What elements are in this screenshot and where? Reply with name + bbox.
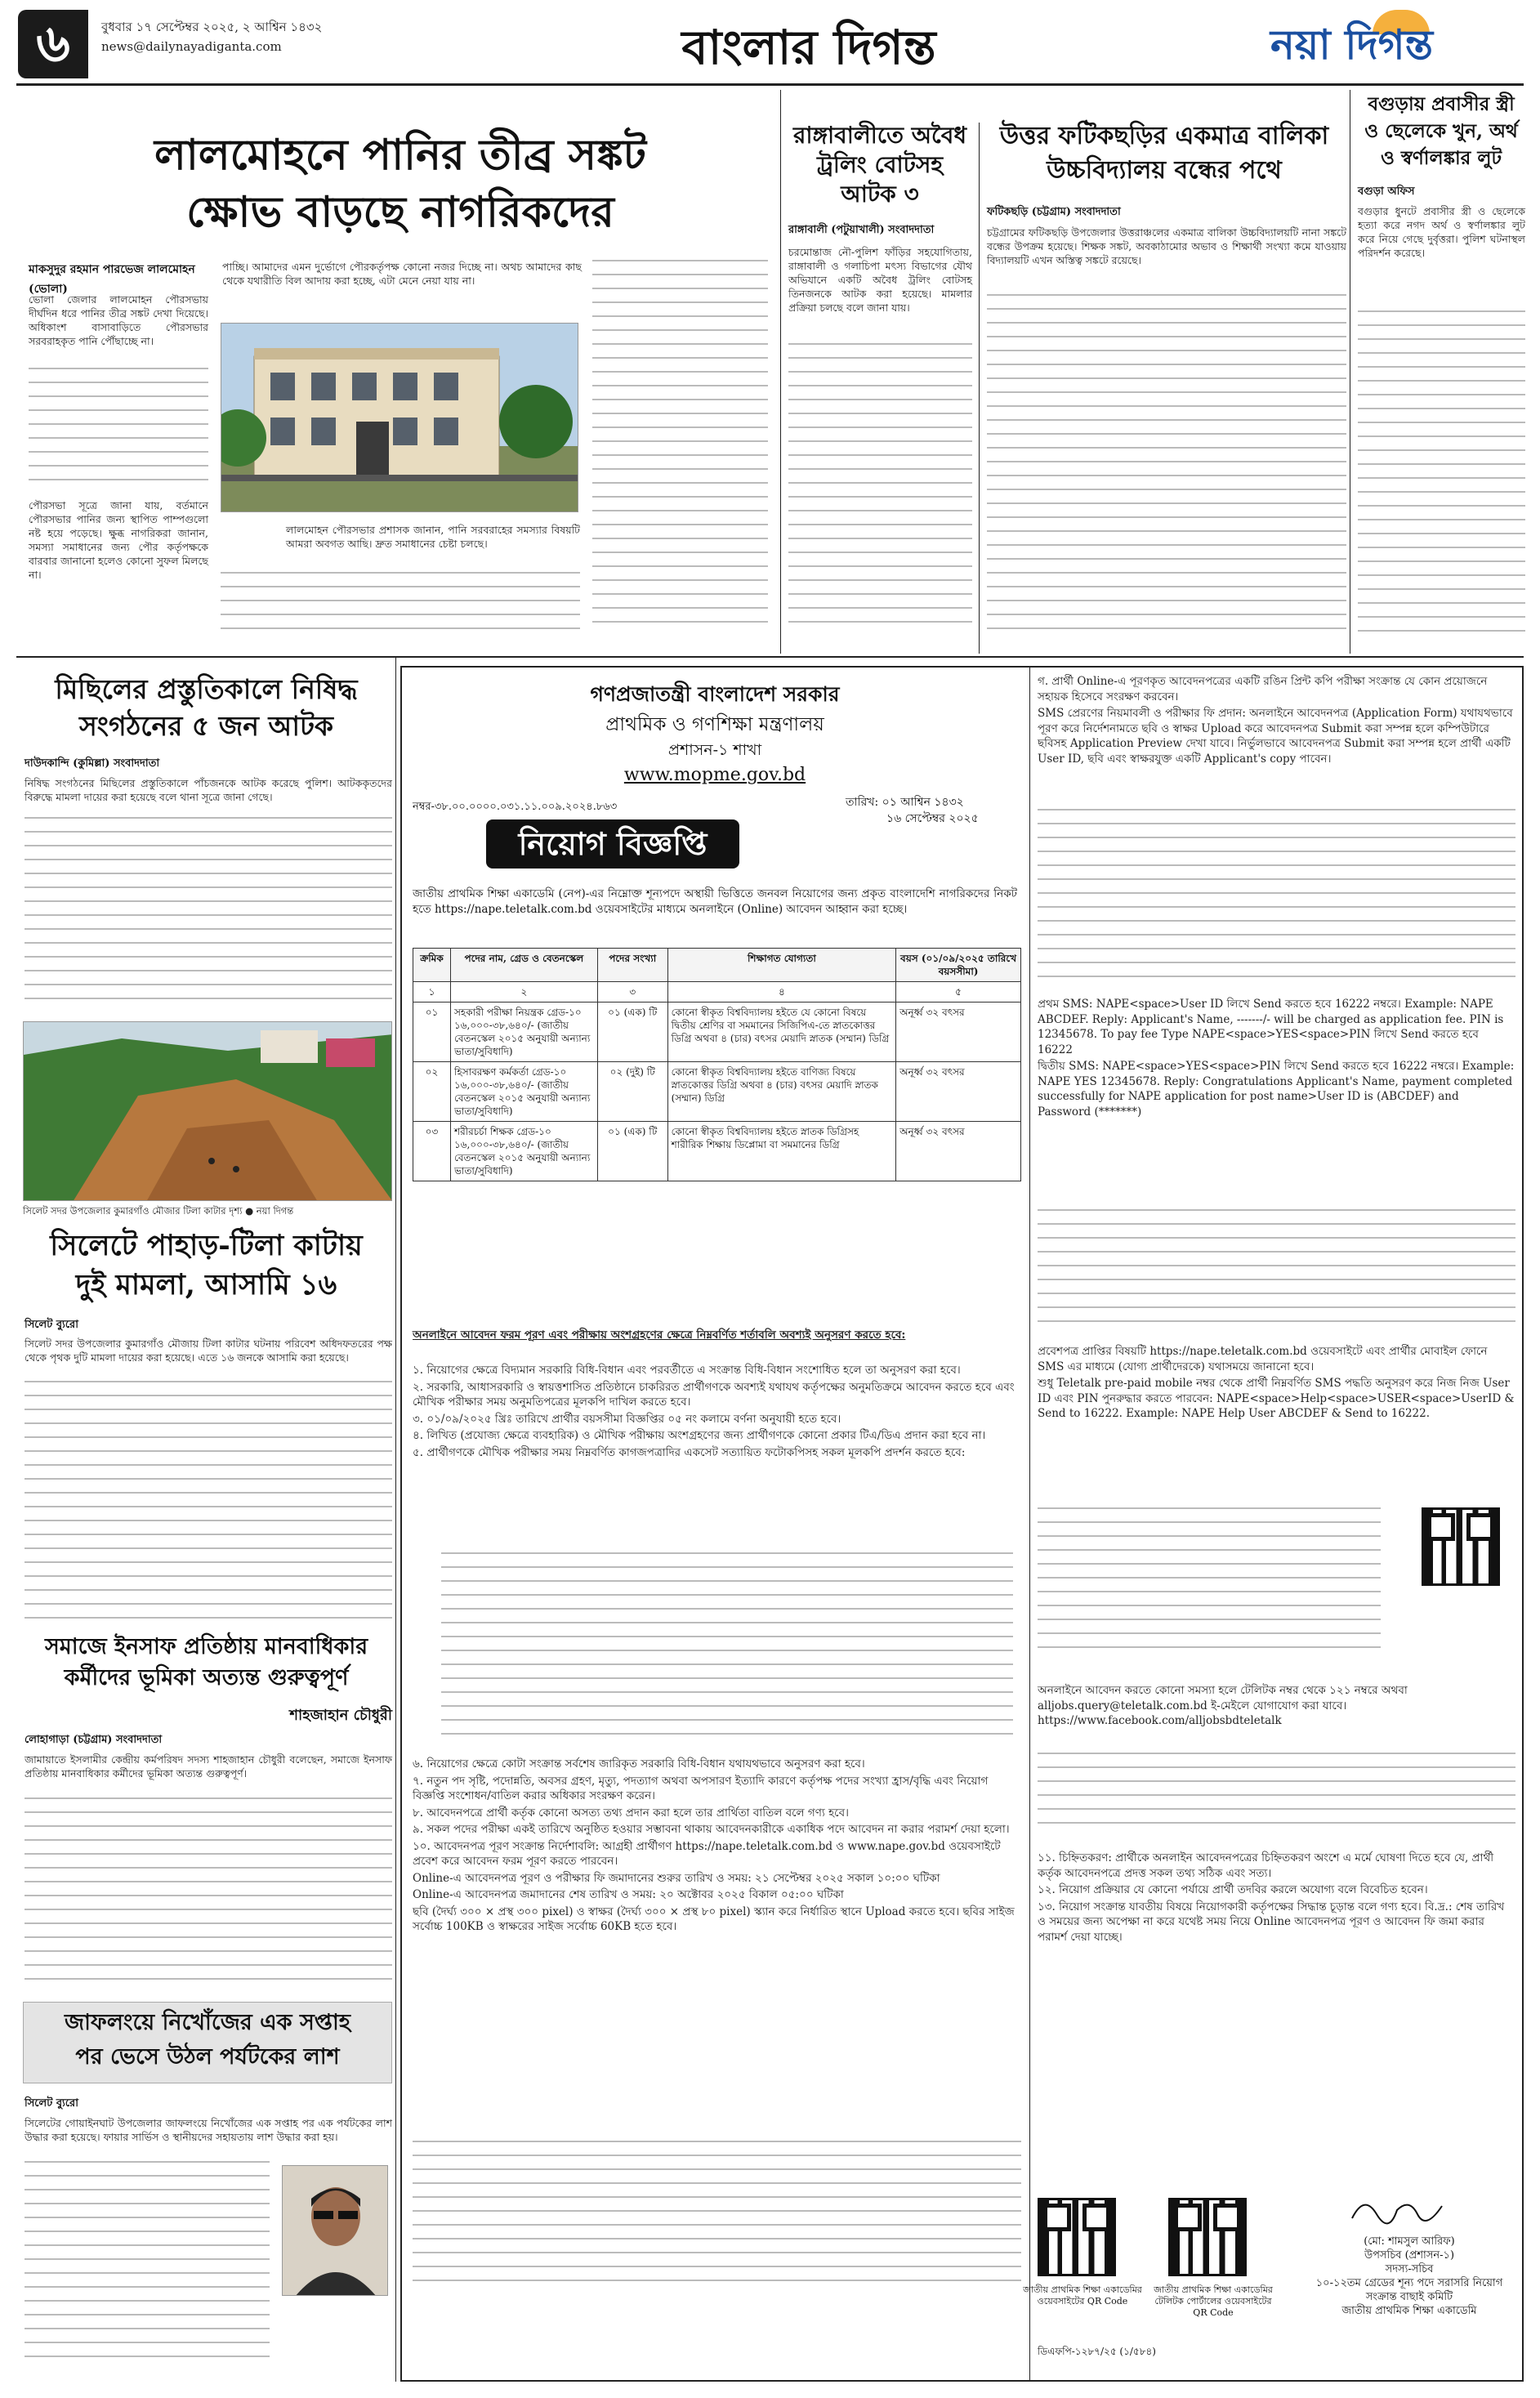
sylhet-hill-byline: সিলেট ব্যুরো xyxy=(25,1319,78,1331)
victim-photo xyxy=(282,2165,388,2296)
right-text-lines-3 xyxy=(1038,1507,1381,1671)
row-qualification: কোনো স্বীকৃত বিশ্ববিদ্যালয় হইতে স্নাতক ডিগ্রিসহ শারীরিক শিক্ষায় ডিপ্লোমা বা সমমানের ডিগ্রি xyxy=(667,1122,895,1181)
sylhet-hill-headline-1: সিলেটে পাহাড়-টিলা কাটায় xyxy=(50,1229,363,1262)
table-row xyxy=(413,1003,1021,1062)
condition-7: ৭. নতুন পদ সৃষ্টি, পদোন্নতি, অবসর গ্রহণ, মৃত্যু, পদত্যাগ অথবা অপসারণ ইত্যাদি কারণে কর্তৃপক্ষ পদের সংখ্যা হ্রাস/বৃদ্ধি এবং নিয়োগ বিজ্ঞপ্তি সংশোধন/বাতিল করার অধিকার সংরক্ষণ করেন। xyxy=(413,1774,989,1802)
qr-2-caption: জাতীয় প্রাথমিক শিক্ষা একাডেমির টেলিটক পোর্টালের ওয়েবসাইটের QR Code xyxy=(1154,2284,1273,2318)
lalmohan-headline-2: ক্ষোভ বাড়ছে নাগরিকদের xyxy=(186,187,614,237)
signatory-title: উপসচিব (প্রশাসন-১) xyxy=(1364,2249,1455,2262)
instruction-help: অনলাইনে আবেদন করতে কোনো সমস্যা হলে টেলিটক নম্বর থেকে ১২১ নম্বরে অথবা alljobs.query@teletalk.com.bd ই-মেইলে যোগাযোগ করা যাবে। https://www.facebook.com/alljobsbdteletalk xyxy=(1038,1684,1408,1727)
fatikchhari-lines xyxy=(987,294,1346,645)
right-text-lines xyxy=(1038,809,1515,993)
instruction-fee: প্রথম SMS: NAPE<space>User ID লিখে Send করতে হবে 16222 নম্বরে। Example: NAPE ABCDEF. Reply: Applicant's Name, -------/- will be charged as application fee. PIN is 12345678. To pay fee Type NAPE<space>YES<space>PIN লিখে Send করতে হবে 16222 xyxy=(1038,998,1504,1056)
hill-cutting-image xyxy=(24,1022,392,1201)
michil-body: নিষিদ্ধ সংগঠনের মিছিলের প্রস্তুতিকালে পাঁচজনকে আটক করেছে পুলিশ। আটককৃতদের বিরুদ্ধে মামলা দায়ের করা হয়েছে বলে থানা সূত্রে জানা গেছে। xyxy=(25,777,392,803)
online-end: Online-এ আবেদনপত্র জমাদানের শেষ তারিখ ও সময়: ২০ অক্টোবর ২০২৫ বিকাল ০৫:০০ ঘটিকা xyxy=(413,1888,844,1901)
notice-column-rule xyxy=(1029,666,1030,2382)
date-line: বুধবার ১৭ সেপ্টেম্বর ২০২৫, ২ আশ্বিন ১৪৩২ xyxy=(101,20,323,34)
teletalk-qr-icon[interactable] xyxy=(1422,1507,1500,1586)
michil-headline-2: সংগঠনের ৫ জন আটক xyxy=(78,710,334,742)
col-serial: ক্রমিক xyxy=(413,949,451,982)
municipality-building-image xyxy=(221,324,578,512)
row-age: অনূর্ধ্ব ৩২ বৎসর xyxy=(896,1062,1021,1122)
email-link[interactable]: news@dailynayadiganta.com xyxy=(101,39,282,54)
notice-gov: গণপ্রজাতন্ত্রী বাংলাদেশ সরকার xyxy=(590,682,840,706)
row-post: হিসাবরক্ষণ কর্মকর্তা গ্রেড-১০ ১৬,০০০-৩৮,৬৪০/- (জাতীয় বেতনস্কেল ২০১৫ অনুযায়ী অন্যান্য ভাতা/সুবিধাদি) xyxy=(450,1062,597,1122)
michil-headline-1: মিছিলের প্রস্তুতিকালে নিষিদ্ধ xyxy=(55,673,358,705)
row-qualification: কোনো স্বীকৃত বিশ্ববিদ্যালয় হইতে যে কোনো বিষয়ে দ্বিতীয় শ্রেণির বা সমমানের সিজিপিএ-তে স্নাতকোত্তর ডিগ্রি অথবা ৪ (চার) বৎসর মেয়াদি স্নাতক (সম্মান) ডিগ্রি xyxy=(667,1003,895,1062)
index-cell: ৫ xyxy=(896,982,1021,1003)
col-age: বয়স (০১/০৯/২০২৫ তারিখে বয়সসীমা) xyxy=(896,949,1021,982)
online-start: Online-এ আবেদনপত্র পূরণ ও পরীক্ষার ফি জমাদানের শুরুর তারিখ ও সময়: ২১ সেপ্টেম্বর ২০২৫ সকাল ১০:০০ ঘটিকা xyxy=(413,1871,940,1885)
lalmohan-text-lines xyxy=(29,368,208,498)
masthead-rule xyxy=(16,83,1524,86)
rangabali-headline-2: ট্রলিং বোটসহ xyxy=(816,151,944,178)
instruction-12: ১২. নিয়োগ প্রক্রিয়ার যে কোনো পর্যায়ে প্রার্থী তদবির করলে অযোগ্য বলে বিবেচিত হবেন। xyxy=(1038,1883,1428,1896)
section-title: বাংলার দিগন্ত xyxy=(681,20,936,75)
notice-date-en: ১৬ সেপ্টেম্বর ২০২৫ xyxy=(886,812,979,825)
index-cell: ১ xyxy=(413,982,451,1003)
signatory-committee: ১০-১২তম গ্রেডের শূন্য পদে সরাসরি নিয়োগ সংক্রান্ত বাছাই কমিটি xyxy=(1315,2277,1503,2303)
signatory-name: (মো: শামসুল আরিফ) xyxy=(1364,2235,1455,2248)
bagura-byline: বগুড়া অফিস xyxy=(1358,185,1415,198)
page-number: ৬ xyxy=(18,10,88,78)
condition-5: ৫. প্রার্থীগণকে মৌখিক পরীক্ষার সময় নিম্নবর্ণিত কাগজপত্রাদির একসেট সত্যায়িত ফটোকপিসহ সকল মূলকপি প্রদর্শন করতে হবে: xyxy=(413,1445,966,1459)
portrait-image xyxy=(283,2166,388,2296)
jobs-table-index xyxy=(413,982,1021,1003)
instruction-second-sms: দ্বিতীয় SMS: NAPE<space>YES<space>PIN লিখে Send করতে হবে 16222 নম্বরে। Example: NAPE YES 12345678. Reply: Congratulations Applicant's Name, payment completed successfully for NAPE application for post name>User ID is (ABCDEF) and Password (*******) xyxy=(1038,1060,1515,1119)
qr-1-caption: জাতীয় প্রাথমিক শিক্ষা একাডেমির ওয়েবসাইটের QR Code xyxy=(1023,2284,1142,2306)
condition-9: ৯. সকল পদের পরীক্ষা একই তারিখে অনুষ্ঠিত হওয়ার সম্ভাবনা থাকায় আবেদনকারীকে একাধিক পদে আবেদন না করার পরামর্শ দেয়া হলো। xyxy=(413,1823,1010,1836)
condition-2: ২. সরকারি, আধাসরকারি ও স্বায়ত্তশাসিত প্রতিষ্ঠানে চাকরিরত প্রার্থীগণকে অবশ্যই যথাযথ কর্তৃপক্ষের অনুমতিক্রমে আবেদন করতে হবে এবং মৌখিক পরীক্ষার সময় অনুমতিপত্রের মূলকপি দাখিল করতে হবে। xyxy=(413,1380,1015,1409)
instruction-g: গ. প্রার্থী Online-এ পূরণকৃত আবেদনপত্রের একটি রঙিন প্রিন্ট কপি পরীক্ষা সংক্রান্ত যে কোন প্রয়োজনে সহায়ক হিসেবে সংরক্ষণ করবেন। xyxy=(1038,675,1488,703)
notice-right-column xyxy=(1038,674,1515,768)
column-rule xyxy=(395,658,396,2382)
rangabali-byline: রাঙ্গাবালী (পটুয়াখালী) সংবাদদাতা xyxy=(788,224,935,236)
rangabali-headline-1: রাঙ্গাবালীতে অবৈধ xyxy=(792,122,967,149)
photo-spec: ছবি (দৈর্ঘ্য ৩০০ × প্রস্থ ৩০০ pixel) ও স্বাক্ষর (দৈর্ঘ্য ৩০০ × প্রস্থ ৮০ pixel) স্ক্যান করে নির্ধারিত স্থানে Upload করতে হবে। ছবির সাইজ সর্বোচ্চ 100KB ও স্বাক্ষরের সাইজ সর্বোচ্চ 60KB হতে হবে। xyxy=(413,1905,1015,1933)
human-rights-author: শাহজাহান চৌধুরী xyxy=(289,1707,392,1724)
jaflong-headline-1: জাফলংয়ে নিখোঁজের এক সপ্তাহ xyxy=(65,2010,350,2035)
human-rights-body: জামায়াতে ইসলামীর কেন্দ্রীয় কর্মপরিষদ সদস্য শাহজাহান চৌধুরী বলেছেন, সমাজে ইনসাফ প্রতিষ্ঠায় মানবাধিকার কর্মীদের ভূমিকা অত্যন্ত গুরুত্বপূর্ণ। xyxy=(25,1753,392,1780)
condition-4: ৪. লিখিত (প্রযোজ্য ক্ষেত্রে ব্যবহারিক) ও মৌখিক পরীক্ষায় অংশগ্রহণের জন্য প্রার্থীগণকে কোনো প্রকার টিএ/ডিএ প্রদান করা হবে না। xyxy=(413,1429,986,1442)
lalmohan-col3-lines xyxy=(221,572,580,645)
row-count: ০২ (দুই) টি xyxy=(597,1062,667,1122)
michil-byline: দাউদকান্দি (কুমিল্লা) সংবাদদাতা xyxy=(25,757,160,770)
human-rights-headline-1: সমাজে ইনসাফ প্রতিষ্ঠায় মানবাধিকার xyxy=(44,1634,368,1659)
rangabali-lines xyxy=(788,343,972,645)
jobs-table-header xyxy=(413,949,1021,982)
conditions-list-2 xyxy=(413,1757,1021,1936)
notice-ministry: প্রাথমিক ও গণশিক্ষা মন্ত্রণালয় xyxy=(605,714,824,735)
lalmohan-col3: লালমোহন পৌরসভার প্রশাসক জানান, পানি সরবরাহের সমস্যার বিষয়টি আমরা অবগত আছি। দ্রুত সমাধানের চেষ্টা চলছে। xyxy=(286,524,580,550)
fatikchhari-headline-2: উচ্চবিদ্যালয় বন্ধের পথে xyxy=(1047,156,1282,185)
bagura-body: বগুড়ার ধুনটে প্রবাসীর স্ত্রী ও ছেলেকে হত্যা করে নগদ অর্থ ও স্বর্ণালঙ্কার লুট করে নিয়ে গেছে দুর্বৃত্তরা। পুলিশ ঘটনাস্থল পরিদর্শন করেছে। xyxy=(1358,205,1525,259)
brand-logo: নয়া দিগন্ত xyxy=(1270,21,1434,69)
notice-right-column-2 xyxy=(1038,997,1515,1121)
row-age: অনূর্ধ্ব ৩২ বৎসর xyxy=(896,1003,1021,1062)
documents-list-lines xyxy=(441,1552,1013,1748)
column-rule xyxy=(979,123,980,654)
hill-photo-caption: সিলেট সদর উপজেলার কুমারগাঁও মৌজার টিলা কাটার দৃশ্য ● নয়া দিগন্ত xyxy=(23,1205,294,1217)
bagura-headline-3: ও স্বর্ণালঙ্কার লুট xyxy=(1380,147,1502,169)
notice-date-bn: তারিখ: ০১ আশ্বিন ১৪৩২ xyxy=(846,796,964,809)
lalmohan-col2: পাচ্ছি। আমাদের এমন দুর্ভোগে পৌরকর্তৃপক্ষ কোনো নজর দিচ্ছে না। অথচ আমাদের কাছ থেকে যথারীতি বিল আদায় করা হচ্ছে, এটা মেনে নেয়া যায় না। xyxy=(222,261,582,287)
condition-3: ৩. ০১/০৯/২০২৫ খ্রিঃ তারিখে প্রার্থীর বয়সসীমা বিজ্ঞপ্তির ০৫ নং কলামে বর্ণনা অনুযায়ী হতে হবে। xyxy=(413,1412,841,1426)
row-count: ০১ (এক) টি xyxy=(597,1122,667,1181)
row-age: অনূর্ধ্ব ৩২ বৎসর xyxy=(896,1122,1021,1181)
sylhet-hill-lines xyxy=(25,1381,392,1630)
row-post: শরীরচর্চা শিক্ষক গ্রেড-১০ ১৬,০০০-৩৮,৬৪০/- (জাতীয় বেতনস্কেল ২০১৫ অনুযায়ী অন্যান্য ভাতা/সুবিধাদি) xyxy=(450,1122,597,1181)
row-qualification: কোনো স্বীকৃত বিশ্ববিদ্যালয় হইতে বাণিজ্য বিষয়ে স্নাতকোত্তর ডিগ্রি অথবা ৪ (চার) বৎসর মেয়াদি স্নাতক (সম্মান) ডিগ্রি xyxy=(667,1062,895,1122)
signature-icon xyxy=(1348,2190,1446,2231)
index-cell: ৪ xyxy=(667,982,895,1003)
portal-qr-icon[interactable] xyxy=(1168,2198,1247,2276)
lalmohan-photo xyxy=(221,323,578,512)
signatory-org: জাতীয় প্রাথমিক শিক্ষা একাডেমি xyxy=(1341,2305,1477,2317)
instructions-lines xyxy=(413,2141,1021,2296)
jaflong-body: সিলেটের গোয়াইনঘাট উপজেলার জাফলংয়ে নিখোঁজের এক সপ্তাহ পর এক পর্যটকের লাশ উদ্ধার করা হয়েছে। ফায়ার সার্ভিস ও স্থানীয়দের সহায়তায় লাশ উদ্ধার করা হয়। xyxy=(25,2117,392,2143)
col-count: পদের সংখ্যা xyxy=(597,949,667,982)
human-rights-lines xyxy=(25,1797,392,1994)
human-rights-headline-2: কর্মীদের ভূমিকা অত্যন্ত গুরুত্বপূর্ণ xyxy=(64,1665,349,1690)
signatory-member: সদস্য-সচিব xyxy=(1385,2263,1434,2275)
notice-right-column-4 xyxy=(1038,1683,1515,1730)
notice-right-column-3 xyxy=(1038,1344,1515,1423)
condition-8: ৮. আবেদনপত্রে প্রার্থী কর্তৃক কোনো অসত্য তথ্য প্রদান করা হলে তার প্রার্থিতা বাতিল বলে গণ্য হবে। xyxy=(413,1806,849,1820)
instruction-lost: শুধু Teletalk pre-paid mobile নম্বর থেকে প্রার্থী নিম্নবর্ণিত SMS পদ্ধতি অনুসরণ করে নিজ নিজ User ID এবং PIN পুনরুদ্ধার করতে পারবেন: NAPE<space>Help<space>USER<space>UserID & Send to 16222. Example: NAPE Help User ABCDEF & Send to 16222. xyxy=(1038,1377,1515,1420)
index-cell: ২ xyxy=(450,982,597,1003)
row-count: ০১ (এক) টি xyxy=(597,1003,667,1062)
rangabali-headline-3: আটক ৩ xyxy=(841,181,919,208)
jaflong-headline-2: পর ভেসে উঠল পর্যটকের লাশ xyxy=(75,2044,340,2070)
row-post: সহকারী পরীক্ষা নিয়ন্ত্রক গ্রেড-১০ ১৬,০০০-৩৮,৬৪০/- (জাতীয় বেতনস্কেল ২০১৫ অনুযায়ী অন্যান্য ভাতা/সুবিধাদি) xyxy=(450,1003,597,1062)
fatikchhari-byline: ফটিকছড়ি (চট্টগ্রাম) সংবাদদাতা xyxy=(987,206,1121,218)
table-row xyxy=(413,1062,1021,1122)
lalmohan-byline: মাকসুদুর রহমান পারভেজ লালমোহন (ভোলা) xyxy=(29,263,195,296)
notice-memo: নম্বর-৩৮.০০.০০০০.০৩১.১১.০০৯.২০২৪.৮৬৩ xyxy=(413,801,618,813)
instruction-sms: SMS প্রেরণের নিয়মাবলী ও পরীক্ষার ফি প্রদান: অনলাইনে আবেদনপত্র (Application Form) যথাযথভাবে পূরণ করে নির্দেশনামতে ছবি ও স্বাক্ষর Upload করে আবেদনপত্র Submit করা সম্পন্ন হলে কম্পিউটারে ছবিসহ Application Preview দেখা যাবে। নির্ভুলভাবে আবেদনপত্র Submit করা সম্পন্ন হলে প্রার্থী একটি User ID, ছবি এবং স্বাক্ষরযুক্ত একটি Applicant's copy পাবেন। xyxy=(1038,707,1513,766)
fatikchhari-headline-1: উত্তর ফটিকছড়ির একমাত্র বালিকা xyxy=(999,122,1329,150)
conditions-list xyxy=(413,1363,1021,1462)
lalmohan-lead: ভোলা জেলার লালমোহন পৌরসভায় দীর্ঘদিন ধরে পানির তীব্র সঙ্কট দেখা দিয়েছে। অধিকাংশ বাসাবাড়িতে পৌরসভার সরবরাহকৃত পানি পৌঁছাচ্ছে না। xyxy=(29,293,208,347)
conditions-title: অনলাইনে আবেদন ফরম পূরণ এবং পরীক্ষায় অংশগ্রহণের ক্ষেত্রে নিম্নবর্ণিত শর্তাবলি অবশ্যই অনুসরণ করতে হবে: xyxy=(413,1329,906,1342)
table-row xyxy=(413,1122,1021,1181)
index-cell: ৩ xyxy=(597,982,667,1003)
notice-title: নিয়োগ বিজ্ঞপ্তি xyxy=(486,819,739,869)
notice-branch: প্রশাসন-১ শাখা xyxy=(667,741,762,759)
right-text-lines-4 xyxy=(1038,1753,1515,1847)
human-rights-byline: লোহাগাড়া (চট্টগ্রাম) সংবাদদাতা xyxy=(25,1734,163,1746)
instruction-13: ১৩. নিয়োগ সংক্রান্ত যাবতীয় বিষয়ে নিয়োগকারী কর্তৃপক্ষের সিদ্ধান্ত চূড়ান্ত বলে গণ্য হবে। বি.দ্র.: শেষ তারিখ ও সময়ের জন্য অপেক্ষা না করে যথেষ্ট সময় নিয়ে Online আবেদনপত্র পূরণ ও আবেদন ফি জমা করার পরামর্শ দেয়া যাচ্ছে। xyxy=(1038,1900,1505,1944)
col-qualification: শিক্ষাগত যোগ্যতা xyxy=(667,949,895,982)
jaflong-lines xyxy=(25,2161,270,2373)
row-number: ০১ xyxy=(413,1003,451,1062)
sylhet-hill-body: সিলেট সদর উপজেলার কুমারগাঁও মৌজায় টিলা কাটার ঘটনায় পরিবেশ অধিদফতরের পক্ষ থেকে পৃথক দুটি মামলা দায়ের করা হয়েছে। এতে ১৬ জনকে আসামি করা হয়েছে। xyxy=(25,1337,392,1364)
notice-intro: জাতীয় প্রাথমিক শিক্ষা একাডেমি (নেপ)-এর নিম্নোক্ত শূন্যপদে অস্থায়ী ভিত্তিতে জনবল নিয়োগের জন্য প্রকৃত বাংলাদেশি নাগরিকদের নিকট হতে https://nape.teletalk.com.bd ওয়েবসাইটের মাধ্যমে অনলাইনে (Online) আবেদন আহ্বান করা হচ্ছে। xyxy=(413,887,1017,916)
hill-cutting-photo xyxy=(23,1021,392,1201)
academy-qr-icon[interactable] xyxy=(1038,2198,1116,2276)
jobs-table xyxy=(413,948,1021,1181)
right-text-lines-2 xyxy=(1038,1209,1515,1340)
row-number: ০২ xyxy=(413,1062,451,1122)
dfp-number: ডিএফপি-১২৮৭/২৫ (১/৫৮৪) xyxy=(1038,2346,1156,2357)
fatikchhari-body: চট্টগ্রামের ফটিকছড়ি উপজেলার উত্তরাঞ্চলের একমাত্র বালিকা উচ্চবিদ্যালয়টি নানা সঙ্কটে বন্ধের উপক্রম হয়েছে। শিক্ষক সঙ্কট, অবকাঠামোর অভাব ও শিক্ষার্থী সংখ্যা কমে যাওয়ায় বিদ্যালয়টি এখন অস্তিত্ব সঙ্কটে রয়েছে। xyxy=(987,226,1346,266)
column-rule xyxy=(780,90,781,654)
signature-block xyxy=(1299,2235,1520,2318)
condition-6: ৬. নিয়োগের ক্ষেত্রে কোটা সংক্রান্ত সর্বশেষ জারিকৃত সরকারি বিধি-বিধান যথাযথভাবে অনুসরণ করা হবে। xyxy=(413,1757,865,1771)
michil-lines xyxy=(25,817,392,1005)
bagura-headline-1: বগুড়ায় প্রবাসীর স্ত্রী xyxy=(1368,93,1515,115)
notice-website[interactable]: www.mopme.gov.bd xyxy=(623,765,806,785)
rangabali-body: চরমোন্তাজ নৌ-পুলিশ ফাঁড়ির সহযোগিতায়, রাঙ্গাবালী ও গলাচিপা মৎস্য বিভাগের যৌথ অভিযানে একটি অবৈধ ট্রলিং বোটসহ তিনজনকে আটক করা হয়েছে। মামলার প্রক্রিয়া চলছে বলে জানা যায়। xyxy=(788,246,972,314)
notice-right-column-5 xyxy=(1038,1851,1515,1946)
lalmohan-body: পৌরসভা সূত্রে জানা যায়, বর্তমানে পৌরসভার পানির জন্য স্থাপিত পাম্পগুলো নষ্ট হয়ে পড়েছে। ক্ষুব্ধ নাগরিকরা জানান, সমস্যা সমাধানের জন্য পৌর কর্তৃপক্ষকে বারবার জানানো হলেও কোনো সুফল মিলছে না। xyxy=(29,499,208,581)
jaflong-byline: সিলেট ব্যুরো xyxy=(25,2097,78,2110)
condition-1: ১. নিয়োগের ক্ষেত্রে বিদ্যমান সরকারি বিধি-বিধান এবং পরবর্তীতে এ সংক্রান্ত বিধি-বিধান সংশোধিত হলে তা অনুসরণ করা হবে। xyxy=(413,1364,961,1377)
section-rule xyxy=(16,656,1524,658)
sylhet-hill-headline-2: দুই মামলা, আসামি ১৬ xyxy=(75,1268,337,1302)
col-post: পদের নাম, গ্রেড ও বেতনস্কেল xyxy=(450,949,597,982)
instruction-11: ১১. চিহ্নিতকরণ: প্রার্থীকে অনলাইন আবেদনপত্রের চিহ্নিতকরণ অংশে এ মর্মে ঘোষণা দিতে হবে যে, প্রার্থী কর্তৃক আবেদনপত্রে প্রদত্ত সকল তথ্য সঠিক এবং সত্য। xyxy=(1038,1851,1494,1880)
condition-10: ১০. আবেদনপত্র পূরণ সংক্রান্ত নির্দেশাবলি: আগ্রহী প্রার্থীগণ https://nape.teletalk.com.bd ও www.nape.gov.bd ওয়েবসাইটে প্রবেশ করে আবেদন ফরম পূরণ করতে পারবেন। xyxy=(413,1839,1001,1868)
bagura-headline-2: ও ছেলেকে খুন, অর্থ xyxy=(1364,120,1518,142)
bagura-lines xyxy=(1358,310,1525,645)
lalmohan-headline-1: লালমোহনে পানির তীব্র সঙ্কট xyxy=(154,130,646,180)
instruction-admit: প্রবেশপত্র প্রাপ্তির বিষয়টি https://nape.teletalk.com.bd ওয়েবসাইটে এবং প্রার্থীর মোবাইল ফোনে SMS এর মাধ্যমে (যোগ্য প্রার্থীদেরকে) যথাসময়ে জানানো হবে। xyxy=(1038,1345,1488,1373)
row-number: ০৩ xyxy=(413,1122,451,1181)
lalmohan-col4-lines xyxy=(592,260,768,644)
